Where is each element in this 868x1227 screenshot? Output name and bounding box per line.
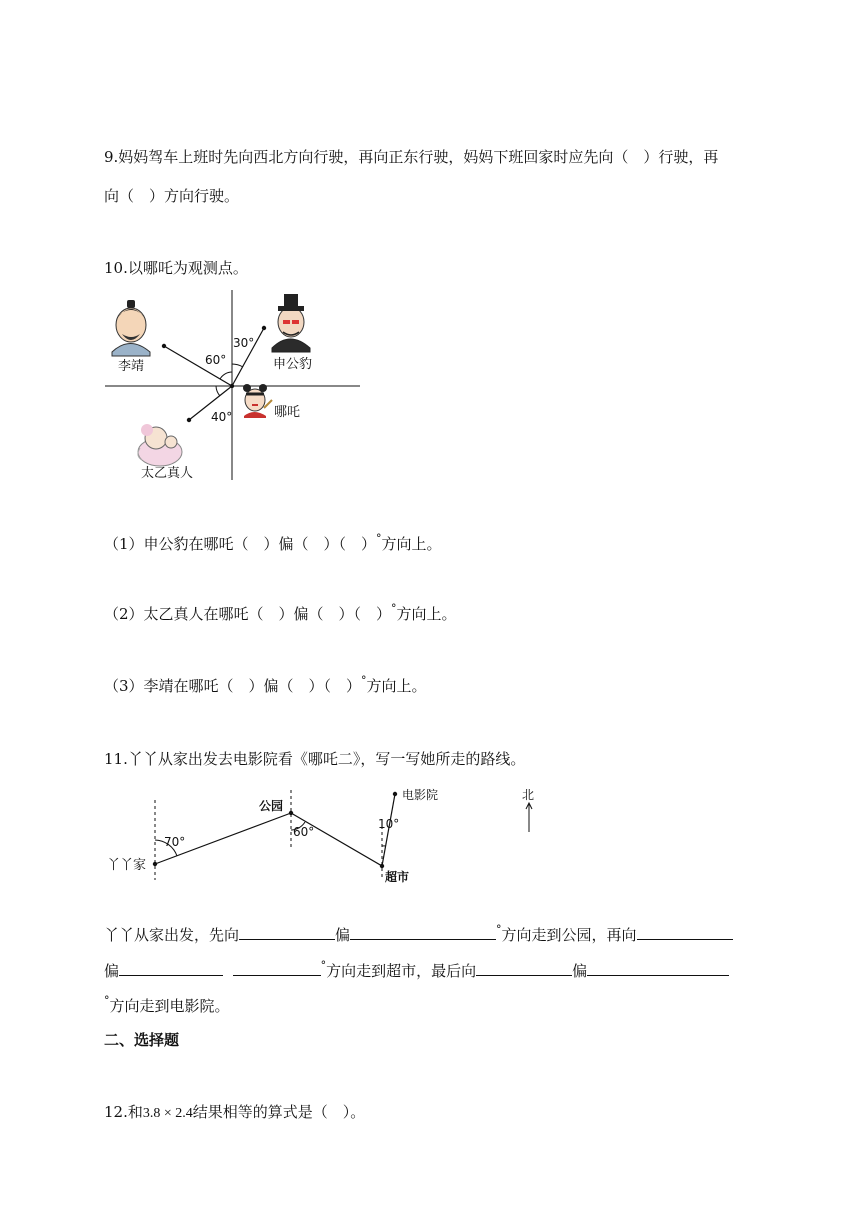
- shen-gongbao-label: 申公豹: [273, 357, 313, 372]
- nezha-avatar: [243, 384, 272, 418]
- q11-fill-line1: 丫丫从家出发，先向 偏 °方向走到公园，再向: [104, 925, 733, 947]
- blank-3[interactable]: [637, 925, 733, 940]
- taiyi-avatar: [138, 424, 182, 466]
- q11-fill-line2: 偏 °方向走到超市，最后向 偏: [104, 961, 729, 983]
- q10-title: 10.以哪吒为观测点。: [104, 259, 248, 277]
- angle-10: 10°: [378, 817, 400, 831]
- blank-5[interactable]: [233, 961, 321, 976]
- q10-sub2: （2）太乙真人在哪吒（ ）偏（ ）（ ）°方向上。: [104, 602, 457, 623]
- q10-direction-figure: [0, 280, 868, 500]
- q11-route-figure: [0, 780, 868, 890]
- nezha-label: 哪吒: [274, 405, 301, 420]
- q10-angle-40: 40°: [211, 410, 233, 424]
- blank-7[interactable]: [587, 961, 729, 976]
- home-label: 丫丫家: [107, 858, 147, 873]
- taiyi-label: 太乙真人: [141, 466, 194, 481]
- section-2-heading: 二、选择题: [104, 1031, 180, 1049]
- cinema-label: 电影院: [402, 788, 439, 802]
- q10-angle-60: 60°: [205, 353, 227, 367]
- route-park-market: [291, 813, 382, 866]
- q12-expression: 3.8 × 2.4: [142, 1106, 193, 1121]
- blank-1[interactable]: [239, 925, 335, 940]
- park-label: 公园: [259, 799, 284, 813]
- blank-4[interactable]: [119, 961, 223, 976]
- q12: 12.和3.8 × 2.4结果相等的算式是（ ）。: [104, 1103, 366, 1121]
- q9-line2: 向（ ）方向行驶。: [104, 187, 240, 205]
- li-jing-avatar: [112, 300, 150, 356]
- market-label: 超市: [385, 870, 410, 884]
- angle-70: 70°: [164, 835, 186, 849]
- shen-gongbao-avatar: [272, 294, 310, 352]
- q9-line1: 9.妈妈驾车上班时先向西北方向行驶，再向正东行驶，妈妈下班回家时应先向（ ）行驶，再: [104, 148, 719, 166]
- q10-sub3: （3）李靖在哪吒（ ）偏（ ）（ ）°方向上。: [104, 674, 427, 695]
- q10-sub1: （1）申公豹在哪吒（ ）偏（ ）（ ）°方向上。: [104, 532, 442, 553]
- blank-2[interactable]: [350, 925, 496, 940]
- angle-60: 60°: [293, 825, 315, 839]
- li-jing-label: 李靖: [118, 359, 145, 374]
- north-label: 北: [522, 788, 535, 802]
- q11-fill-line3: °方向走到电影院。: [104, 994, 230, 1015]
- q11-title: 11.丫丫从家出发去电影院看《哪吒二》，写一写她所走的路线。: [104, 750, 526, 768]
- q10-angle-30: 30°: [233, 336, 255, 350]
- blank-6[interactable]: [476, 961, 572, 976]
